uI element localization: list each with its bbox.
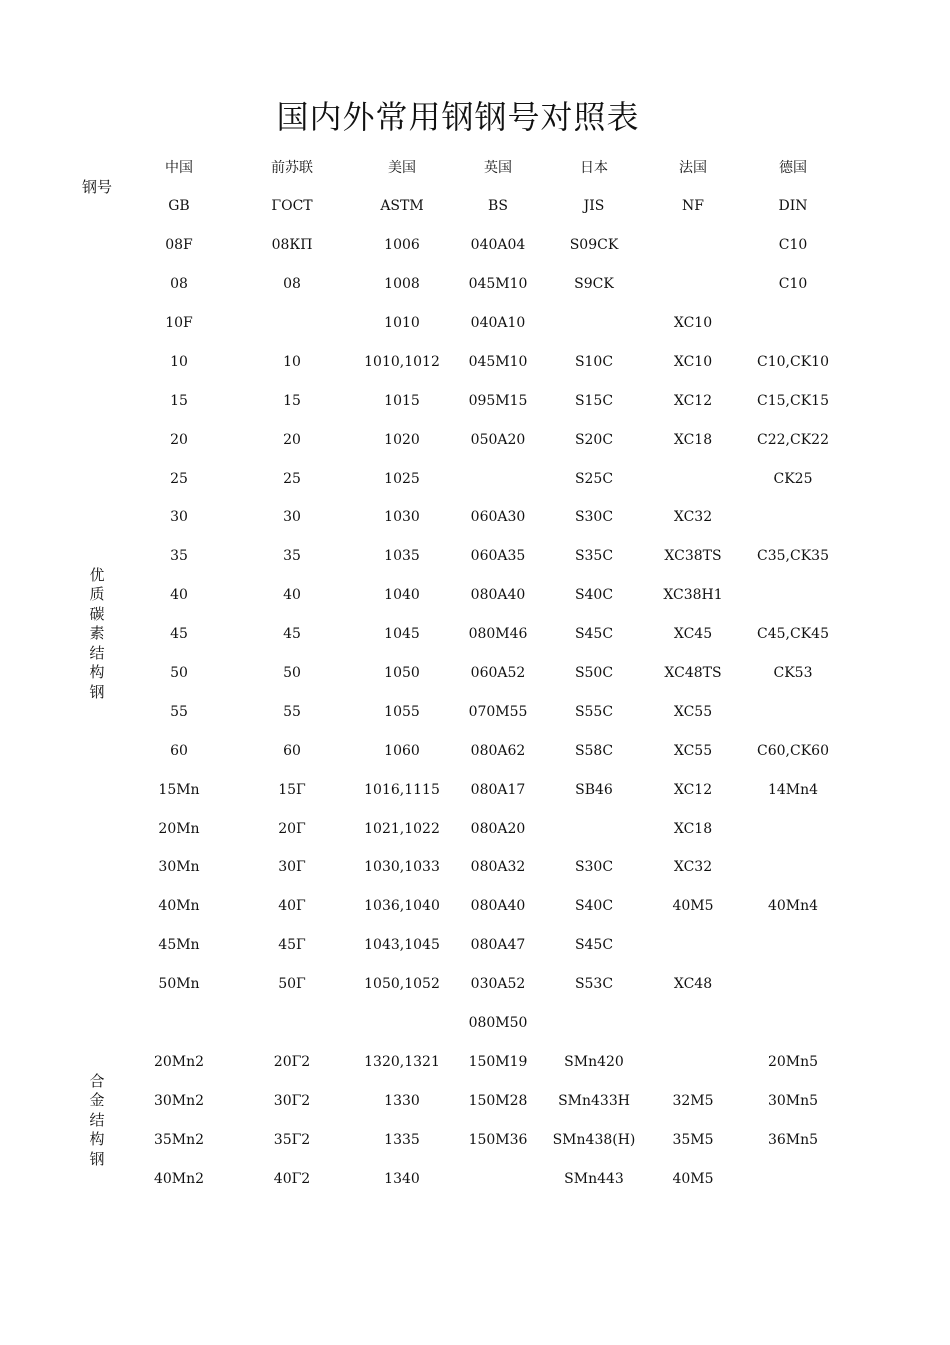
grade-cell: 40Γ2 (273, 1170, 311, 1187)
grade-cell (744, 926, 842, 965)
grade-cell: 35Γ2 (273, 1131, 311, 1148)
grade-cell: S9CK (574, 276, 614, 293)
standard-header: JIS (583, 198, 605, 215)
country-header: 中国 (165, 160, 193, 177)
grade-cell: 1060 (384, 742, 420, 759)
grade-cell (642, 459, 744, 498)
table-row (66, 809, 842, 848)
grade-cell: C45,CK45 (757, 626, 829, 643)
grade-cell: S40C (574, 587, 614, 604)
grade-cell: 10 (170, 353, 188, 370)
grade-cell: 1030 (384, 509, 420, 526)
grade-cell: XC48TS (664, 665, 722, 682)
grade-cell: 1055 (384, 703, 420, 720)
standard-header: NF (682, 198, 704, 215)
grade-cell: 25 (283, 470, 301, 487)
grade-cell: 080M50 (468, 1015, 528, 1032)
grade-cell (744, 498, 842, 537)
grade-cell: 60 (283, 742, 301, 759)
grade-cell: 30 (170, 509, 188, 526)
grade-cell: C60,CK60 (757, 742, 829, 759)
grade-cell: 20 (170, 431, 188, 448)
grade-cell: XC18 (673, 820, 713, 837)
table-row (66, 1042, 842, 1081)
grade-cell: S45C (574, 937, 614, 954)
grade-cell: 1035 (384, 548, 420, 565)
grade-cell: 30Mn (158, 859, 200, 876)
grade-cell: 1320,1321 (364, 1053, 440, 1070)
grade-cell (546, 1004, 642, 1043)
grade-cell: S45C (574, 626, 614, 643)
grade-cell: SMn438(H) (552, 1131, 636, 1148)
grade-cell: CK25 (773, 470, 813, 487)
grade-cell: 35Mn2 (153, 1131, 205, 1148)
grade-cell: XC32 (673, 859, 713, 876)
grade-cell: C10,CK10 (757, 353, 829, 370)
grade-cell: 1021,1022 (364, 820, 440, 837)
grade-cell: 15Mn (158, 781, 200, 798)
grade-cell: SMn433H (558, 1092, 630, 1109)
grade-cell: S15C (574, 392, 614, 409)
grade-cell: 150M19 (468, 1053, 528, 1070)
grade-cell: 1036,1040 (364, 898, 440, 915)
grade-cell: 08КП (271, 237, 313, 254)
grade-cell: 25 (170, 470, 188, 487)
grade-cell: 1010 (384, 315, 420, 331)
grade-cell: 36Mn5 (767, 1131, 819, 1148)
grade-cell: 080M46 (468, 626, 528, 643)
grade-cell: C22,CK22 (757, 431, 829, 448)
grade-cell: SB46 (575, 781, 613, 798)
grade-cell: 1025 (384, 470, 420, 487)
standard-header: ASTM (380, 198, 424, 215)
grade-cell: S20C (574, 431, 614, 448)
grade-cell: 55 (170, 703, 188, 720)
grade-cell: CK53 (773, 665, 813, 682)
grade-cell: 1050 (384, 665, 420, 682)
grade-cell: 30Mn2 (153, 1092, 205, 1109)
grade-cell (546, 304, 642, 343)
grade-cell: 40Mn (158, 898, 200, 915)
grade-cell: 045M10 (468, 276, 528, 293)
grade-cell: 15 (283, 392, 301, 409)
grade-cell (744, 692, 842, 731)
grade-cell: 40Mn2 (153, 1170, 205, 1187)
grade-cell: C10 (778, 237, 808, 254)
grade-cell: 50 (170, 665, 188, 682)
grade-cell (230, 1004, 354, 1043)
grade-cell: 1030,1033 (364, 859, 440, 876)
grade-cell: 50Γ (278, 976, 306, 993)
grade-cell: 1008 (384, 276, 420, 293)
table-row (66, 965, 842, 1004)
grade-cell: 08F (165, 237, 193, 254)
table-row (66, 1004, 842, 1043)
grade-cell: 30 (283, 509, 301, 526)
grade-cell: 20Γ2 (273, 1053, 311, 1070)
grade-cell: 40Γ (278, 898, 306, 915)
grade-cell (642, 1004, 744, 1043)
grade-cell: 060A35 (470, 548, 526, 565)
grade-cell: S53C (574, 976, 614, 993)
grade-cell (450, 459, 546, 498)
grade-cell: 30Mn5 (767, 1092, 819, 1109)
grade-cell (744, 848, 842, 887)
grade-cell: 32M5 (672, 1092, 714, 1109)
country-header: 德国 (779, 160, 807, 177)
grade-cell: 45 (170, 626, 188, 643)
grade-cell: S50C (574, 665, 614, 682)
grade-cell: C35,CK35 (757, 548, 829, 565)
grade-cell (354, 1004, 450, 1043)
grade-cell: 30Γ2 (273, 1092, 311, 1109)
grade-cell: XC32 (673, 509, 713, 526)
grade-cell: 045M10 (468, 353, 528, 370)
table-row (66, 731, 842, 770)
grade-cell: S55C (574, 703, 614, 720)
grade-cell: 1020 (384, 431, 420, 448)
country-header: 日本 (580, 160, 608, 177)
grade-cell: 080A32 (470, 859, 526, 876)
grade-cell: 45Γ (278, 937, 306, 954)
grade-cell: 080A40 (470, 587, 526, 604)
grade-cell: XC18 (673, 431, 713, 448)
grade-cell (744, 965, 842, 1004)
table-row (66, 887, 842, 926)
grade-cell: 08 (283, 276, 301, 293)
table-row (66, 381, 842, 420)
grade-cell: S09CK (569, 237, 619, 254)
grade-cell: 40 (170, 587, 188, 604)
table-row (66, 459, 842, 498)
grade-cell (546, 809, 642, 848)
grade-cell (744, 809, 842, 848)
grade-cell: 35 (170, 548, 188, 565)
grade-cell: 080A62 (470, 742, 526, 759)
grade-cell: 35M5 (672, 1131, 714, 1148)
grade-cell: 070M55 (468, 703, 528, 720)
grade-cell: 150M36 (468, 1131, 528, 1148)
grade-cell: 20Mn5 (767, 1053, 819, 1070)
table-row (66, 615, 842, 654)
table-row (66, 265, 842, 304)
grade-cell: 14Mn4 (767, 781, 819, 798)
grade-cell: 15 (170, 392, 188, 409)
grade-cell: 050A20 (470, 431, 526, 448)
grade-cell: SMn420 (564, 1053, 624, 1070)
grade-cell: 040A10 (470, 315, 526, 331)
table-row (66, 498, 842, 537)
group-label (66, 226, 128, 1043)
grade-cell (744, 1159, 842, 1198)
grade-cell: 30Γ (278, 859, 306, 876)
grade-cell: 45Mn (158, 937, 200, 954)
grade-cell: 1330 (384, 1092, 420, 1109)
table-row (66, 654, 842, 693)
grade-cell (642, 226, 744, 265)
grade-cell: 55 (283, 703, 301, 720)
grade-cell (744, 576, 842, 615)
table-row (66, 1159, 842, 1198)
standard-header: ΓOCT (271, 198, 313, 215)
grade-cell: 040A04 (470, 237, 526, 254)
grade-cell: 1040 (384, 587, 420, 604)
table-row (66, 576, 842, 615)
grade-cell: 095M15 (468, 392, 528, 409)
grade-cell: S40C (574, 898, 614, 915)
grade-cell: 10F (165, 315, 193, 331)
country-header: 英国 (484, 160, 512, 177)
table-row (66, 848, 842, 887)
grade-cell (128, 1004, 230, 1043)
grade-cell: 1006 (384, 237, 420, 254)
grade-cell (744, 304, 842, 343)
table-row (66, 1120, 842, 1159)
grade-cell: 10 (283, 353, 301, 370)
grade-cell: 060A52 (470, 665, 526, 682)
grade-cell (450, 1159, 546, 1198)
grade-cell: 1010,1012 (364, 353, 440, 370)
grade-cell: XC38TS (664, 548, 722, 565)
grade-cell (642, 926, 744, 965)
group-label-text: 优质碳素结构钢 (89, 565, 105, 701)
grade-cell: SMn443 (564, 1170, 624, 1187)
country-header: 美国 (388, 160, 416, 177)
country-header: 前苏联 (271, 160, 313, 177)
grade-cell: 1016,1115 (364, 781, 440, 798)
grade-cell: 40M5 (672, 898, 714, 915)
grade-cell: C10 (778, 276, 808, 293)
grade-cell: XC12 (673, 781, 713, 798)
grade-cell: S30C (574, 859, 614, 876)
grade-cell: XC45 (673, 626, 713, 643)
grade-cell: 080A40 (470, 898, 526, 915)
grade-cell: XC55 (673, 703, 713, 720)
grade-cell: 150M28 (468, 1092, 528, 1109)
grade-cell: S58C (574, 742, 614, 759)
grade-cell: S30C (574, 509, 614, 526)
grade-cell (642, 265, 744, 304)
grade-cell: 45 (283, 626, 301, 643)
grade-cell: S25C (574, 470, 614, 487)
grade-cell: 40 (283, 587, 301, 604)
grade-cell: XC10 (673, 353, 713, 370)
grade-cell: 50 (283, 665, 301, 682)
standard-header: BS (488, 198, 508, 215)
header-row-countries (66, 148, 842, 187)
table-row (66, 420, 842, 459)
grade-cell: 35 (283, 548, 301, 565)
grade-cell: 080A20 (470, 820, 526, 837)
header-row-standards (66, 187, 842, 226)
grade-cell: XC55 (673, 742, 713, 759)
grade-cell (230, 304, 354, 343)
grade-cell: 060A30 (470, 509, 526, 526)
category-header: 钢号 (81, 178, 112, 197)
table-row (66, 770, 842, 809)
grade-cell: 1340 (384, 1170, 420, 1187)
table-row (66, 304, 842, 343)
grade-cell: 1335 (384, 1131, 420, 1148)
grade-cell: 20Γ (278, 820, 306, 837)
grade-cell: 1043,1045 (364, 937, 440, 954)
grade-cell: XC38H1 (663, 587, 723, 604)
grade-cell: S35C (574, 548, 614, 565)
grade-cell: 20 (283, 431, 301, 448)
grade-cell: 08 (170, 276, 188, 293)
grade-cell: 1050,1052 (364, 976, 440, 993)
grade-cell: S10C (574, 353, 614, 370)
grade-cell: C15,CK15 (757, 392, 829, 409)
grade-cell: 60 (170, 742, 188, 759)
standard-header: GB (168, 198, 190, 215)
grade-cell: 1045 (384, 626, 420, 643)
steel-grade-table (66, 148, 842, 1198)
group-label (66, 1042, 128, 1198)
grade-cell: 20Mn2 (153, 1053, 205, 1070)
table-row (66, 537, 842, 576)
grade-cell: 1015 (384, 392, 420, 409)
table-row (66, 1081, 842, 1120)
grade-cell (744, 1004, 842, 1043)
page-title: 国内外常用钢钢号对照表 (276, 98, 640, 136)
grade-cell: XC12 (673, 392, 713, 409)
grade-cell: 080A47 (470, 937, 526, 954)
grade-cell (642, 1042, 744, 1081)
grade-cell: XC48 (673, 976, 713, 993)
table-row (66, 226, 842, 265)
grade-cell: 50Mn (158, 976, 200, 993)
grade-cell: 40Mn4 (767, 898, 819, 915)
grade-cell: 080A17 (470, 781, 526, 798)
grade-cell: 20Mn (158, 820, 200, 837)
grade-cell: 40M5 (672, 1170, 714, 1187)
table-row (66, 926, 842, 965)
group-label-text: 合金结构钢 (89, 1071, 105, 1168)
standard-header: DIN (778, 198, 808, 215)
table-row (66, 692, 842, 731)
table-row (66, 342, 842, 381)
country-header: 法国 (679, 160, 707, 177)
grade-cell: XC10 (673, 315, 713, 331)
grade-cell: 030A52 (470, 976, 526, 993)
grade-cell: 15Γ (278, 781, 306, 798)
